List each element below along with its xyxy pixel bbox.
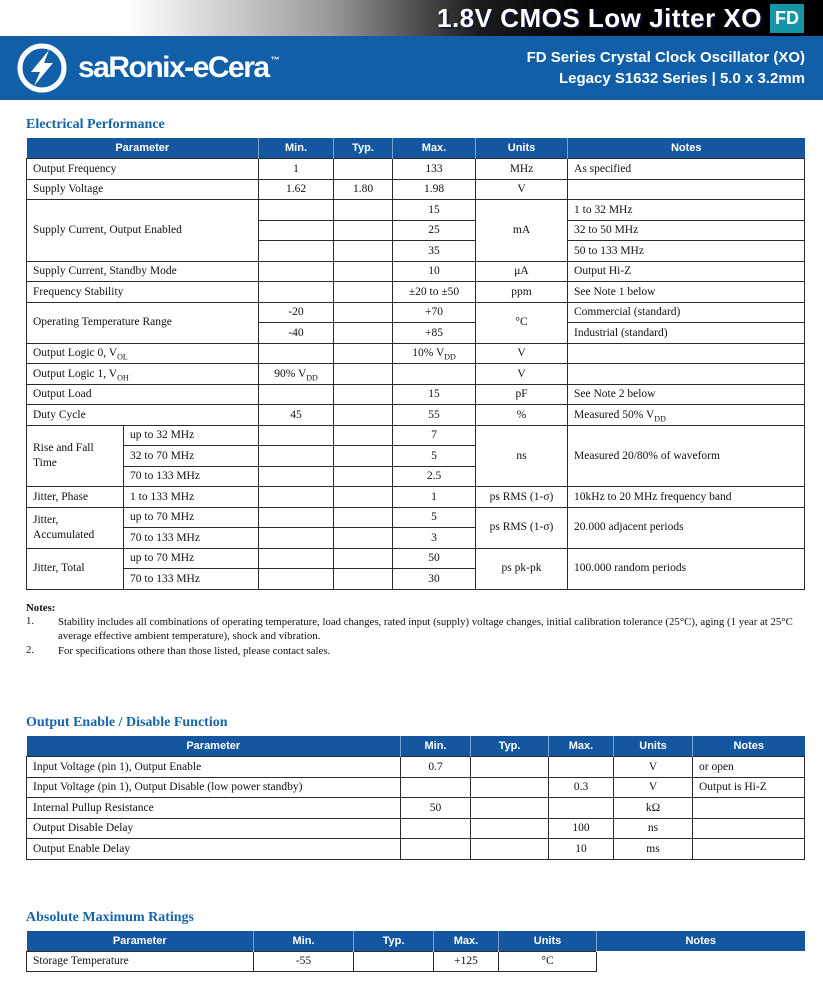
table-cell: [549, 757, 614, 778]
table-row: [27, 282, 805, 303]
table-row: [27, 818, 805, 839]
notes-block: [26, 602, 808, 659]
table-cell: 0.7: [401, 757, 471, 778]
table-cell: 1: [393, 487, 476, 508]
column-header: Max.: [434, 931, 499, 952]
product-title-block: [527, 47, 805, 89]
table-cell: Output Hi-Z: [568, 261, 805, 282]
table-cell: pF: [476, 384, 568, 405]
table-cell: [549, 798, 614, 819]
table-cell: 100.000 random periods: [568, 548, 805, 589]
table-cell: Rise and Fall Time: [27, 425, 124, 487]
table-cell: Output Logic 0, $V_{OL}$: [27, 343, 259, 364]
table-cell: 5: [393, 507, 476, 528]
brand-wordmark: saRonix-eCera: [78, 51, 269, 84]
table-cell: [334, 569, 393, 590]
electrical-performance-table: [26, 138, 805, 590]
table-cell: 10kHz to 20 MHz frequency band: [568, 487, 805, 508]
table-row: [27, 261, 805, 282]
table-cell: V: [476, 364, 568, 385]
table-cell: 1.98: [393, 179, 476, 200]
table-cell: ps pk-pk: [476, 548, 568, 589]
table-row: [27, 798, 805, 819]
table-cell: 1 to 32 MHz: [568, 200, 805, 221]
table-cell: Output is Hi-Z: [693, 777, 805, 798]
table-cell: mA: [476, 200, 568, 262]
product-title-line2: Legacy S1632 Series | 5.0 x 3.2mm: [558, 70, 805, 87]
table-cell: [334, 364, 393, 385]
table-cell: [259, 425, 334, 446]
table-cell: 15: [393, 200, 476, 221]
table-cell: [259, 282, 334, 303]
table-cell: [354, 951, 434, 972]
page-content: [0, 117, 823, 972]
table-cell: or open: [693, 757, 805, 778]
table-cell: [568, 364, 805, 385]
table-cell: [334, 466, 393, 487]
fd-series-badge: FD: [770, 4, 804, 33]
table-cell: [334, 548, 393, 569]
brand-banner: [0, 36, 823, 100]
table-row: [27, 507, 805, 528]
column-header: Parameter: [27, 138, 259, 159]
table-row: [27, 159, 805, 180]
table-cell: V: [476, 179, 568, 200]
table-cell: [568, 343, 805, 364]
brand-logo-text: [78, 51, 280, 85]
table-cell: ps RMS (1-σ): [476, 507, 568, 548]
table-cell: [334, 384, 393, 405]
table-cell: [334, 528, 393, 549]
column-header: Max.: [549, 736, 614, 757]
table-cell: 25: [393, 220, 476, 241]
table-cell: 70 to 133 MHz: [124, 528, 259, 549]
column-header: Parameter: [27, 736, 401, 757]
table-cell: [259, 446, 334, 467]
section-title-output-enable: Output Enable / Disable Function: [26, 715, 228, 731]
top-gradient-bar: [0, 0, 823, 36]
table-cell: ±20 to ±50: [393, 282, 476, 303]
table-cell: [259, 261, 334, 282]
table-row: [27, 364, 805, 385]
column-header: Notes: [568, 138, 805, 159]
table-cell: Supply Current, Standby Mode: [27, 261, 259, 282]
section-title-absolute-max: Absolute Maximum Ratings: [26, 909, 195, 925]
header-row: [27, 138, 805, 159]
table-cell: -55: [254, 951, 354, 972]
table-row: [27, 839, 805, 860]
table-cell: [259, 487, 334, 508]
notes-label: Notes:: [26, 601, 56, 614]
table-cell: [471, 839, 549, 860]
table-cell: See Note 2 below: [568, 384, 805, 405]
table-cell: up to 70 MHz: [124, 548, 259, 569]
table-row: [27, 302, 805, 323]
table-cell: [259, 241, 334, 262]
table-cell: 70 to 133 MHz: [124, 569, 259, 590]
table-cell: up to 32 MHz: [124, 425, 259, 446]
note-item: [26, 644, 808, 658]
table-cell: Operating Temperature Range: [27, 302, 259, 343]
table-cell: Commercial (standard): [568, 302, 805, 323]
table-cell: ms: [614, 839, 693, 860]
table-cell: [259, 548, 334, 569]
table-cell: [334, 200, 393, 221]
table-cell: 1: [259, 159, 334, 180]
note-number: 2.: [26, 644, 35, 656]
table-cell: [334, 220, 393, 241]
table-row: [27, 487, 805, 508]
table-cell: 15: [393, 384, 476, 405]
table-cell: Supply Current, Output Enabled: [27, 200, 259, 262]
table-cell: [334, 425, 393, 446]
table-cell: +85: [393, 323, 476, 344]
table-cell: -20: [259, 302, 334, 323]
table-cell: [334, 405, 393, 426]
column-header: Typ.: [334, 138, 393, 159]
product-title-line1: FD Series Crystal Clock Oscillator (XO): [526, 49, 805, 66]
table-cell: [471, 798, 549, 819]
table-cell: Industrial (standard): [568, 323, 805, 344]
table-cell: [259, 507, 334, 528]
table-cell: 32 to 70 MHz: [124, 446, 259, 467]
column-header: Typ.: [354, 931, 434, 952]
trademark-symbol: ™: [270, 55, 280, 65]
table-row: [27, 405, 805, 426]
table-cell: [471, 777, 549, 798]
table-row: [27, 951, 805, 972]
table-cell: -40: [259, 323, 334, 344]
table-cell: [259, 384, 334, 405]
table-cell: [401, 777, 471, 798]
section-title-electrical: Electrical Performance: [26, 117, 165, 132]
table-cell: Jitter, Accumulated: [27, 507, 124, 548]
table-cell: V: [476, 343, 568, 364]
table-cell: 30: [393, 569, 476, 590]
table-cell: [334, 241, 393, 262]
table-cell: °C: [499, 951, 597, 972]
table-cell: [693, 818, 805, 839]
column-header: Max.: [393, 138, 476, 159]
table-cell: Output Load: [27, 384, 259, 405]
table-cell: Storage Temperature: [27, 951, 254, 972]
table-row: [27, 179, 805, 200]
table-cell: [334, 302, 393, 323]
brand-logo: [16, 42, 280, 94]
table-cell: 2.5: [393, 466, 476, 487]
table-cell: Measured 20/80% of waveform: [568, 425, 805, 487]
column-header: Parameter: [27, 931, 254, 952]
table-cell: [334, 261, 393, 282]
table-cell: Internal Pullup Resistance: [27, 798, 401, 819]
table-cell: MHz: [476, 159, 568, 180]
table-cell: %: [476, 405, 568, 426]
table-row: [27, 384, 805, 405]
output-enable-disable-table: [26, 736, 805, 860]
table-cell: [568, 179, 805, 200]
table-cell: 20.000 adjacent periods: [568, 507, 805, 548]
table-cell: [334, 159, 393, 180]
table-cell: [334, 323, 393, 344]
table-cell: [259, 569, 334, 590]
table-cell: [259, 343, 334, 364]
table-cell: [259, 200, 334, 221]
table-row: [27, 343, 805, 364]
table-cell: 45: [259, 405, 334, 426]
table-row: [27, 777, 805, 798]
table-cell: 7: [393, 425, 476, 446]
table-cell: Duty Cycle: [27, 405, 259, 426]
table-cell: up to 70 MHz: [124, 507, 259, 528]
table-cell: °C: [476, 302, 568, 343]
column-header: Units: [614, 736, 693, 757]
header-row: [27, 931, 805, 952]
table-cell: [471, 818, 549, 839]
column-header: Units: [499, 931, 597, 952]
table-cell: 10: [549, 839, 614, 860]
note-text: For specifications othere than those listed, please contact sales.: [58, 645, 331, 657]
table-cell: [597, 951, 805, 972]
table-cell: 3: [393, 528, 476, 549]
table-cell: Input Voltage (pin 1), Output Disable (low power standby): [27, 777, 401, 798]
table-cell: [401, 839, 471, 860]
table-cell: 1.80: [334, 179, 393, 200]
table-cell: [259, 528, 334, 549]
column-header: Notes: [597, 931, 805, 952]
table-cell: V: [614, 777, 693, 798]
table-cell: [334, 343, 393, 364]
column-header: Min.: [254, 931, 354, 952]
table-row: [27, 757, 805, 778]
table-row: [27, 548, 805, 569]
table-cell: [334, 446, 393, 467]
table-cell: [393, 364, 476, 385]
column-header: Notes: [693, 736, 805, 757]
column-header: Min.: [401, 736, 471, 757]
table-cell: As specified: [568, 159, 805, 180]
table-cell: +70: [393, 302, 476, 323]
table-cell: 1.62: [259, 179, 334, 200]
table-row: [27, 425, 805, 446]
table-cell: Output Frequency: [27, 159, 259, 180]
table-cell: 100: [549, 818, 614, 839]
table-cell: 32 to 50 MHz: [568, 220, 805, 241]
table-cell: ps RMS (1-σ): [476, 487, 568, 508]
table-cell: [401, 818, 471, 839]
table-cell: μA: [476, 261, 568, 282]
table-cell: kΩ: [614, 798, 693, 819]
note-number: 1.: [26, 614, 35, 627]
table-cell: 55: [393, 405, 476, 426]
lightning-bolt-icon: [16, 42, 68, 94]
table-cell: [334, 282, 393, 303]
table-cell: Output Disable Delay: [27, 818, 401, 839]
table-cell: 10% $V_{DD}$: [393, 343, 476, 364]
table-row: [27, 200, 805, 221]
table-cell: [471, 757, 549, 778]
table-cell: See Note 1 below: [568, 282, 805, 303]
table-cell: +125: [434, 951, 499, 972]
absolute-maximum-ratings-table: [26, 931, 805, 973]
table-cell: [693, 839, 805, 860]
table-cell: Output Enable Delay: [27, 839, 401, 860]
table-cell: 10: [393, 261, 476, 282]
table-cell: Measured 50% $V_{DD}$: [568, 405, 805, 426]
table-cell: 1 to 133 MHz: [124, 487, 259, 508]
note-item: [26, 615, 808, 644]
table-cell: Output Logic 1, $V_{OH}$: [27, 364, 259, 385]
table-cell: Jitter, Phase: [27, 487, 124, 508]
table-cell: Frequency Stability: [27, 282, 259, 303]
table-cell: 50: [401, 798, 471, 819]
note-text: Stability includes all combinations of operating temperature, load changes, rated input (supply) voltage changes, initial calibration tolerance (25°C), aging (1 year at 25°C average effective ambient temperature), shock and vibration.: [58, 615, 793, 642]
table-cell: ppm: [476, 282, 568, 303]
table-cell: 50 to 133 MHz: [568, 241, 805, 262]
table-cell: ns: [614, 818, 693, 839]
table-cell: V: [614, 757, 693, 778]
column-header: Min.: [259, 138, 334, 159]
column-header: Typ.: [471, 736, 549, 757]
table-cell: 0.3: [549, 777, 614, 798]
table-cell: [334, 487, 393, 508]
table-cell: [259, 466, 334, 487]
table-cell: 70 to 133 MHz: [124, 466, 259, 487]
table-cell: Supply Voltage: [27, 179, 259, 200]
table-cell: ns: [476, 425, 568, 487]
table-cell: [693, 798, 805, 819]
table-cell: [259, 220, 334, 241]
table-cell: 35: [393, 241, 476, 262]
table-cell: Input Voltage (pin 1), Output Enable: [27, 757, 401, 778]
table-cell: [334, 507, 393, 528]
table-cell: 50: [393, 548, 476, 569]
column-header: Units: [476, 138, 568, 159]
page-title: 1.8V CMOS Low Jitter XO: [436, 2, 762, 33]
table-cell: Jitter, Total: [27, 548, 124, 589]
header-row: [27, 736, 805, 757]
table-cell: 5: [393, 446, 476, 467]
table-cell: 90% $V_{DD}$: [259, 364, 334, 385]
table-cell: 133: [393, 159, 476, 180]
